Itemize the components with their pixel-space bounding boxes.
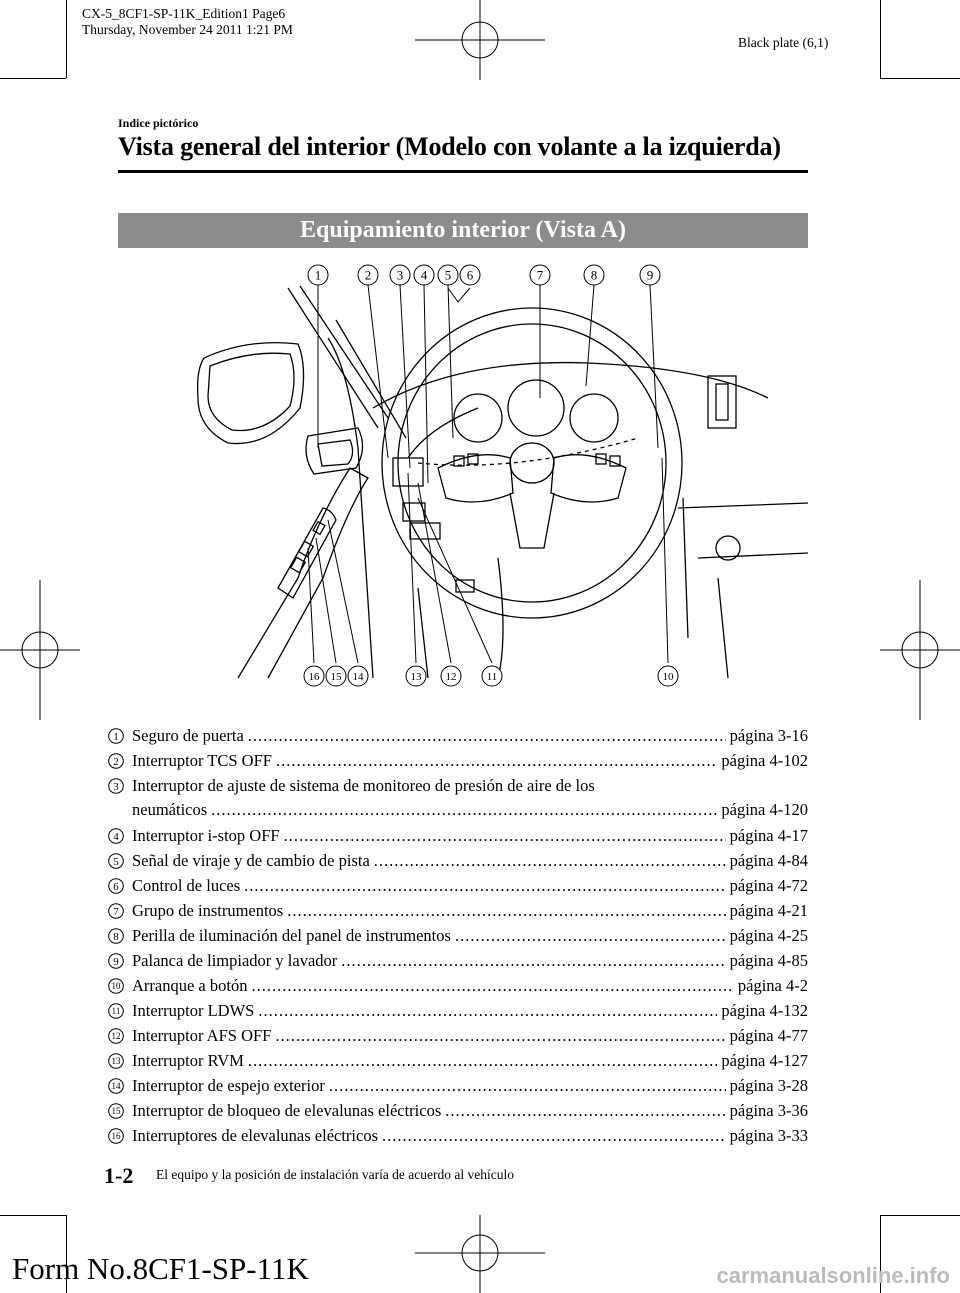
item-number xyxy=(108,928,124,944)
callout-number: 2 xyxy=(113,755,119,768)
item-page-ref: página 4-72 xyxy=(729,876,808,895)
list-item xyxy=(108,950,808,975)
callout-number: 9 xyxy=(646,267,654,283)
list-item xyxy=(108,750,808,775)
list-item xyxy=(108,850,808,875)
callout-number: 3 xyxy=(113,780,119,793)
item-page-ref: página 4-21 xyxy=(729,901,808,920)
item-page-ref: página 4-102 xyxy=(721,751,808,770)
crop-mark xyxy=(880,1215,960,1216)
item-text: Perilla de iluminación del panel de instrumentos xyxy=(132,926,451,945)
item-text: Arranque a botón xyxy=(132,976,248,995)
page-title: Vista general del interior (Modelo con volante a la izquierda) xyxy=(118,132,781,161)
callout-number: 1 xyxy=(113,730,119,743)
item-number xyxy=(108,1078,124,1094)
registration-mark-top xyxy=(415,0,545,80)
print-header xyxy=(82,6,293,38)
form-number: Form No.8CF1-SP-11K xyxy=(12,1251,309,1286)
item-page-ref: página 4-25 xyxy=(729,926,808,945)
callout-number: 10 xyxy=(111,981,121,992)
item-number xyxy=(108,878,124,894)
footer-note: El equipo y la posición de instalación varía de acuerdo al vehículo xyxy=(156,1167,515,1182)
door-handle xyxy=(318,440,353,466)
subtitle-band: Equipamiento interior (Vista A) xyxy=(118,213,808,248)
item-page-ref: página 3-36 xyxy=(729,1101,808,1120)
leader-dots xyxy=(341,951,725,971)
callout-number: 5 xyxy=(113,855,119,868)
registration-mark-bottom xyxy=(415,1215,545,1293)
item-number xyxy=(108,1128,124,1144)
item-text: Interruptor i-stop OFF xyxy=(132,826,280,845)
leader-dots xyxy=(248,726,726,746)
item-text: neumáticos xyxy=(132,800,208,819)
item-page-ref: página 4-2 xyxy=(737,976,808,995)
list-item xyxy=(108,825,808,850)
leader-dots xyxy=(276,751,717,771)
list-item xyxy=(108,775,808,800)
item-number xyxy=(108,953,124,969)
item-page-ref: página 4-84 xyxy=(729,851,808,870)
callout-number: 10 xyxy=(662,670,674,683)
list-item xyxy=(108,1000,808,1025)
item-number xyxy=(108,828,124,844)
title-rule xyxy=(118,170,808,173)
list-item xyxy=(108,900,808,925)
callout-number: 16 xyxy=(111,1131,121,1142)
leader-dots xyxy=(284,826,726,846)
item-text: Señal de viraje y de cambio de pista xyxy=(132,851,370,870)
item-page-ref: página 3-28 xyxy=(729,1076,808,1095)
leader-dots xyxy=(329,1076,726,1096)
list-item xyxy=(108,925,808,950)
leader-dots xyxy=(248,1051,718,1071)
list-item xyxy=(108,1125,808,1150)
registration-mark-left xyxy=(0,580,80,720)
callout-number: 4 xyxy=(420,267,428,283)
list-item xyxy=(108,1025,808,1050)
item-number xyxy=(108,903,124,919)
leader-dots xyxy=(287,901,725,921)
item-number xyxy=(108,853,124,869)
item-number xyxy=(108,753,124,769)
crop-mark xyxy=(880,78,960,79)
leader-dots xyxy=(445,1101,725,1121)
callout-number: 15 xyxy=(111,1106,121,1117)
leader-dots xyxy=(275,1026,725,1046)
item-text: Interruptor LDWS xyxy=(132,1001,255,1020)
callout-number: 8 xyxy=(590,267,598,283)
crop-mark xyxy=(66,0,67,78)
callout-number: 14 xyxy=(111,1081,121,1092)
item-page-ref: página 4-120 xyxy=(721,800,808,819)
plate-label: Black plate (6,1) xyxy=(738,35,829,50)
callout-number: 5 xyxy=(444,267,452,283)
item-text: Grupo de instrumentos xyxy=(132,901,284,920)
item-text: Interruptores de elevalunas eléctricos xyxy=(132,1126,379,1145)
callout-number: 7 xyxy=(536,267,544,283)
item-text: Control de luces xyxy=(132,876,241,895)
leader-dots xyxy=(382,1126,726,1146)
instrument-cluster xyxy=(508,380,564,436)
item-number xyxy=(108,1053,124,1069)
item-text: Interruptor de ajuste de sistema de monitoreo de presión de aire de los xyxy=(132,776,595,795)
list-item xyxy=(108,1075,808,1100)
callout-number: 6 xyxy=(113,880,119,893)
print-header-line2: Thursday, November 24 2011 1:21 PM xyxy=(82,22,293,37)
side-mirror xyxy=(198,343,304,444)
door-panel xyxy=(238,468,368,678)
callout-number: 14 xyxy=(352,670,364,683)
item-page-ref: página 4-17 xyxy=(729,826,808,845)
callout-number: 9 xyxy=(113,955,119,968)
callout-number: 11 xyxy=(111,1006,121,1017)
item-list xyxy=(108,725,808,1150)
callout-number: 2 xyxy=(364,267,372,283)
list-item xyxy=(108,1100,808,1125)
item-number xyxy=(108,1103,124,1119)
callout-number: 12 xyxy=(111,1031,121,1042)
leader-dots xyxy=(258,1001,717,1021)
callout-number: 11 xyxy=(486,670,498,683)
steering-wheel xyxy=(382,308,682,618)
callout-number: 13 xyxy=(111,1056,121,1067)
leader-dots xyxy=(244,876,725,896)
leader-dots xyxy=(211,800,717,820)
section-label: Indice pictórico xyxy=(118,116,199,130)
item-text: Palanca de limpiador y lavador xyxy=(132,951,338,970)
leader-dots xyxy=(251,976,733,996)
item-number xyxy=(108,1003,124,1019)
list-item xyxy=(108,800,808,825)
list-item xyxy=(108,975,808,1000)
item-page-ref: página 4-85 xyxy=(729,951,808,970)
item-page-ref: página 4-127 xyxy=(721,1051,808,1070)
crop-mark xyxy=(0,78,66,79)
crop-mark xyxy=(0,1215,66,1216)
item-text: Interruptor RVM xyxy=(132,1051,244,1070)
list-item xyxy=(108,1050,808,1075)
item-text: Interruptor TCS OFF xyxy=(132,751,272,770)
callout-number: 12 xyxy=(445,670,457,683)
interior-diagram xyxy=(118,258,808,693)
callout-number: 16 xyxy=(308,670,320,683)
item-number xyxy=(108,778,124,794)
watermark: carmanualsonline.info xyxy=(716,1263,950,1288)
item-number xyxy=(108,728,124,744)
callout-number: 3 xyxy=(396,267,404,283)
callout-number: 13 xyxy=(410,670,422,683)
item-page-ref: página 3-33 xyxy=(729,1126,808,1145)
item-text: Interruptor AFS OFF xyxy=(132,1026,272,1045)
leader-dots xyxy=(374,851,726,871)
item-page-ref: página 4-77 xyxy=(729,1026,808,1045)
callout-number: 7 xyxy=(113,905,119,918)
list-item xyxy=(108,725,808,750)
callout-number: 6 xyxy=(466,267,474,283)
item-text: Interruptor de bloqueo de elevalunas eléctricos xyxy=(132,1101,442,1120)
item-number xyxy=(108,978,124,994)
item-page-ref: página 3-16 xyxy=(729,726,808,745)
page-number: 1-2 xyxy=(104,1163,134,1188)
item-number xyxy=(108,1028,124,1044)
callout-number: 4 xyxy=(113,830,119,843)
callout-number: 15 xyxy=(330,670,342,683)
callout-number: 8 xyxy=(113,930,119,943)
item-text: Seguro de puerta xyxy=(132,726,244,745)
registration-mark-right xyxy=(880,580,960,720)
item-page-ref: página 4-132 xyxy=(721,1001,808,1020)
crop-mark xyxy=(880,0,881,78)
leader-dots xyxy=(455,926,726,946)
print-header-line1: CX-5_8CF1-SP-11K_Edition1 Page6 xyxy=(82,6,286,21)
item-text: Interruptor de espejo exterior xyxy=(132,1076,325,1095)
callout-number: 1 xyxy=(314,267,322,283)
list-item xyxy=(108,875,808,900)
